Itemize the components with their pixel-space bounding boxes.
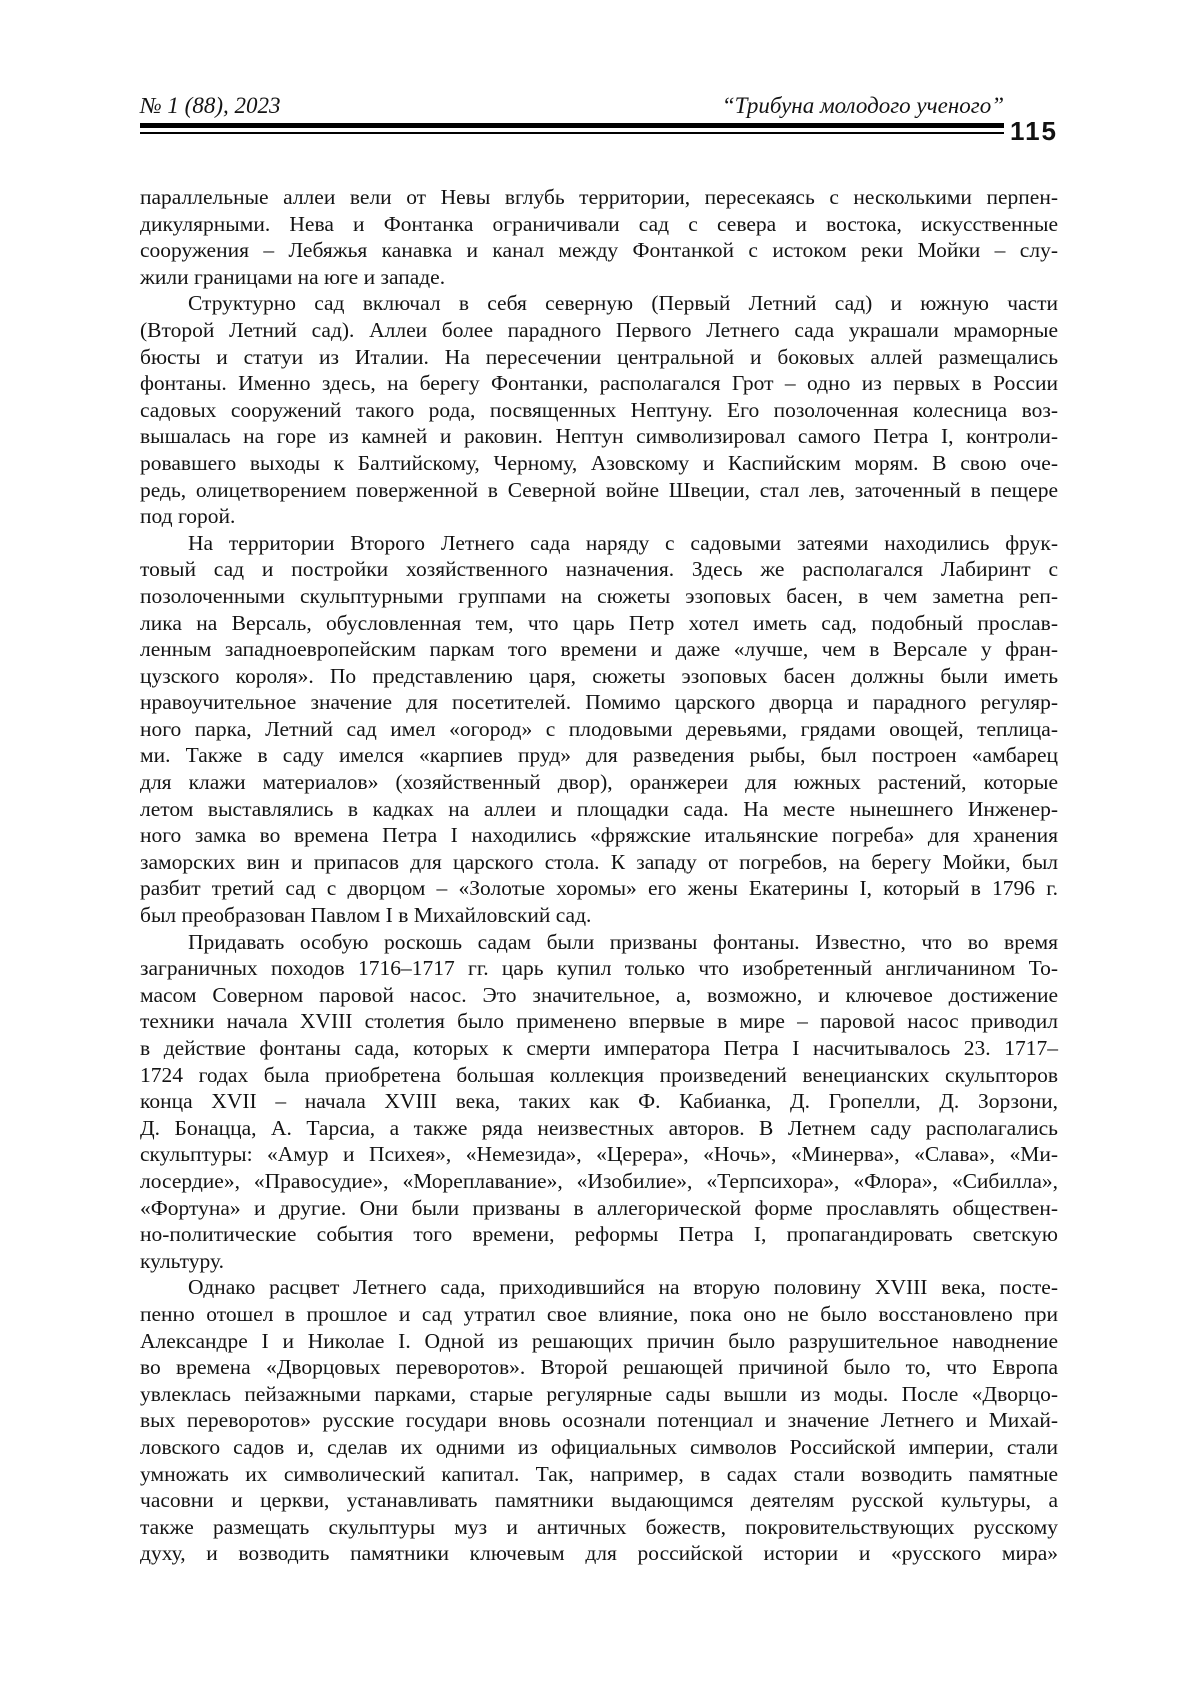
text-line: параллельные аллеи вели от Невы вглубь территории, пересекаясь с несколькими перпен- [140, 185, 1058, 209]
text-line: дикулярными. Нева и Фонтанка ограничивали сад с севера и востока, искусственные [140, 211, 1058, 236]
text-line: Александре I и Николае I. Одной из решающих причин было разрушительное наводнение [140, 1328, 1058, 1353]
text-line: ловского садов и, сделав их одними из официальных символов Российской империи, стали [140, 1434, 1058, 1459]
text-line: культуру. [140, 1248, 224, 1273]
paragraph [140, 1274, 1058, 1567]
text-line: цузского короля». По представлению царя, сюжеты эзоповых басен должны были иметь [140, 663, 1058, 688]
text-line: Структурно сад включал в себя северную (Первый Летний сад) и южную части [188, 291, 1058, 316]
text-line: для клажи материалов» (хозяйственный двор), оранжереи для южных растений, которые [140, 770, 1058, 795]
text-line: заграничных походов 1716–1717 гг. царь купил только что изобретенный англичанином То- [140, 956, 1058, 981]
text-line: ровавшего выходы к Балтийскому, Черному, Азовскому и Каспийским морям. В свою оче- [140, 450, 1058, 475]
text-line: лика на Версаль, обусловленная тем, что царь Петр хотел иметь сад, подобный прослав- [140, 610, 1058, 635]
text-line: садовых сооружений такого рода, посвященных Нептуну. Его позолоченная колесница воз- [140, 397, 1058, 422]
text-line: (Второй Летний сад). Аллеи более парадного Первого Летнего сада украшали мраморные [140, 317, 1058, 342]
text-line: духу, и возводить памятники ключевым для российской истории и «русского мира» [140, 1541, 1058, 1566]
text-line: нравоучительное значение для посетителей. Помимо царского дворца и парадного регуляр- [140, 690, 1058, 715]
text-line: редь, олицетворением поверженной в Северной войне Швеции, стал лев, заточенный в пещере [140, 477, 1058, 502]
text-line: бюсты и статуи из Италии. На пересечении центральной и боковых аллей размещались [140, 344, 1058, 369]
header-rule [140, 123, 1004, 134]
text-line: умножать их символический капитал. Так, например, в садах стали возводить памятные [140, 1461, 1058, 1486]
text-line: «Фортуна» и другие. Они были призваны в аллегорической форме прославлять обществен- [140, 1195, 1058, 1220]
text-line: заморских вин и припасов для царского стола. К западу от погребов, на берегу Мойки, был [140, 849, 1058, 874]
text-line: разбит третий сад с дворцом – «Золотые хоромы» его жены Екатерины I, который в 1796 г. [140, 876, 1058, 901]
text-line: был преобразован Павлом I в Михайловский сад. [140, 903, 592, 928]
running-head [140, 92, 1004, 120]
text-line: ми. Также в саду имелся «карпиев пруд» для разведения рыбы, был построен «амбарец [140, 743, 1058, 768]
text-line: На территории Второго Летнего сада наряду с садовыми затеями находились фрук- [188, 530, 1058, 555]
text-line: Придавать особую роскошь садам были призваны фонтаны. Известно, что во время [188, 929, 1058, 954]
text-line: конца XVII – начала XVIII века, таких как Ф. Кабианка, Д. Гропелли, Д. Зорзони, [140, 1089, 1058, 1114]
text-line: товый сад и постройки хозяйственного назначения. Здесь же располагался Лабиринт с [140, 557, 1058, 582]
header-rule-thin [140, 132, 1004, 134]
text-line: позолоченными скульптурными группами на сюжеты эзоповых басен, в чем заметна реп- [140, 583, 1058, 608]
text-line: вых переворотов» русские государи вновь осознали потенциал и значение Летнего и Михай- [140, 1408, 1058, 1433]
paragraph [140, 184, 1058, 290]
text-line: пенно отошел в прошлое и сад утратил свое влияние, пока оно не было восстановлено при [140, 1301, 1058, 1326]
text-line: увлеклась пейзажными парками, старые регулярные сады вышли из моды. После «Дворцо- [140, 1381, 1058, 1406]
text-line: жили границами на юге и западе. [140, 264, 446, 289]
page-number: 115 [1010, 116, 1058, 146]
text-line: часовни и церкви, устанавливать памятники выдающимся деятелям русской культуры, а [140, 1488, 1058, 1513]
issue-label: № 1 (88), 2023 [140, 93, 281, 118]
text-line: скульптуры: «Амур и Психея», «Немезида», «Церера», «Ночь», «Минерва», «Слава», «Ми- [140, 1142, 1058, 1167]
text-line: ного замка во времена Петра I находились «фряжские итальянские погреба» для хранения [140, 823, 1058, 848]
article-body [140, 184, 1058, 1567]
text-line: масом Соверном паровой насос. Это значительное, а, возможно, и ключевое достижение [140, 982, 1058, 1007]
page-header [140, 92, 1058, 146]
text-line: вышалась на горе из камней и раковин. Нептун символизировал самого Петра I, контроли- [140, 424, 1058, 449]
text-line: под горой. [140, 504, 236, 529]
paragraph [140, 290, 1058, 529]
text-line: но-политические события того времени, реформы Петра I, пропагандировать светскую [140, 1222, 1058, 1247]
text-line: фонтаны. Именно здесь, на берегу Фонтанки, располагался Грот – одно из первых в России [140, 371, 1058, 396]
text-line: ного парка, Летний сад имел «огород» с плодовыми деревьями, грядами овощей, теплица- [140, 716, 1058, 741]
text-line: 1724 годах была приобретена большая коллекция произведений венецианских скульпторов [140, 1062, 1058, 1087]
text-line: летом выставлялись в кадках на аллеи и площадки сада. На месте нынешнего Инженер- [140, 796, 1058, 821]
journal-title: “Трибуна молодого ученого” [721, 93, 1004, 118]
text-line: также размещать скульптуры муз и античных божеств, покровительствующих русскому [140, 1514, 1058, 1539]
text-line: Однако расцвет Летнего сада, приходившийся на вторую половину XVIII века, посте- [188, 1275, 1058, 1300]
text-line: сооружения – Лебяжья канавка и канал между Фонтанкой с истоком реки Мойки – слу- [140, 238, 1058, 263]
text-line: ленным западноевропейским паркам того времени и даже «лучше, чем в Версале у фран- [140, 637, 1058, 662]
text-line: во времена «Дворцовых переворотов». Второй решающей причиной было то, что Европа [140, 1355, 1058, 1380]
text-line: лосердие», «Правосудие», «Мореплавание», «Изобилие», «Терпсихора», «Флора», «Сибилла», [140, 1168, 1058, 1193]
text-line: Д. Бонацца, А. Тарсиа, а также ряда неизвестных авторов. В Летнем саду располагались [140, 1115, 1058, 1140]
paragraph [140, 929, 1058, 1275]
paragraph [140, 530, 1058, 929]
header-rule-thick [140, 123, 1004, 128]
text-line: в действие фонтаны сада, которых к смерти императора Петра I насчитывалось 23. 1717– [140, 1036, 1058, 1060]
text-line: техники начала XVIII столетия было применено впервые в мире – паровой насос приводил [140, 1009, 1058, 1034]
